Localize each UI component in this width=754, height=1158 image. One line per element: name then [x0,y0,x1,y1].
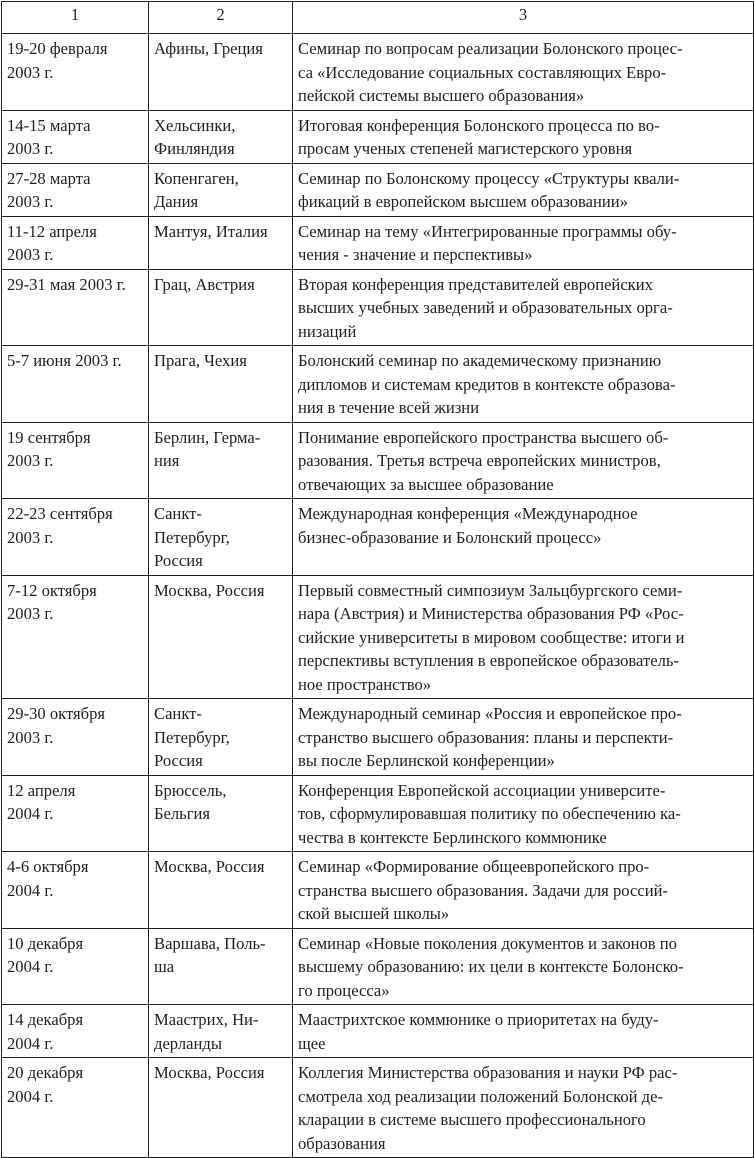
place-line: Петербург, [154,527,230,547]
place-line: Прага, Чехия [154,351,247,370]
description-line: Международная конференция «Международное [298,504,638,523]
description-line: высшему образованию: их цели в контексте Болонско- [298,957,684,976]
description-line: просам ученых степеней магистерского уровня [298,139,633,158]
date-line: 19 сентября [7,427,91,447]
date-line: 10 декабря [7,933,84,953]
date-line: 2003 г. [7,451,54,470]
date-cell [2,34,149,111]
date-line: 2003 г. [7,604,54,623]
place-cell [149,346,293,423]
place-line: Мантуя, Италия [154,221,268,241]
place-cell [149,163,293,216]
place-cell [149,110,293,163]
table-row [2,422,754,499]
date-cell [2,346,149,423]
place-cell [149,1058,293,1158]
description-line: низаций [298,321,357,341]
description-line: Семинар на тему «Интегрированные программы обу- [298,221,677,241]
date-line: 29-30 октября [7,704,106,723]
place-cell [149,34,293,111]
date-line: 2003 г. [7,727,54,747]
place-line: Москва, Россия [154,580,265,600]
description-cell [293,1005,754,1058]
date-line: 29-31 мая 2003 г. [7,274,126,294]
description-cell [293,928,754,1005]
description-line: Первый совместный симпозиум Зальцбургского семи- [298,580,683,600]
description-line: кларации в системе высшего профессионального [298,1110,646,1129]
description-line: Болонский семинар по академическому признанию [298,351,662,370]
place-line: Афины, Греция [154,39,263,58]
description-line: ской высшей школы» [298,904,450,923]
date-cell [2,775,149,852]
place-cell [149,1005,293,1058]
table-row [2,163,754,216]
description-cell [293,269,754,346]
date-cell [2,269,149,346]
table-row [2,852,754,929]
place-cell [149,775,293,852]
date-cell [2,575,149,699]
table-header [2,2,754,34]
date-cell [2,1058,149,1158]
description-line: го процесса» [298,980,390,1000]
date-line: 12 апреля [7,780,76,800]
place-line: ша [154,957,175,976]
description-line: Международный семинар «Россия и европейское про- [298,704,682,723]
description-line: вы после Берлинской конференции» [298,751,555,770]
description-cell [293,499,754,576]
description-line: бизнес-образование и Болонский процесс» [298,527,602,547]
column-header-1: 1 [2,2,149,34]
date-cell [2,928,149,1005]
place-line: дерланды [154,1033,223,1053]
table-row [2,1005,754,1058]
description-line: дипломов и системам кредитов в контексте образова- [298,374,676,394]
description-line: Понимание европейского пространства высшего об- [298,427,669,447]
place-line: Маастрих, Ни- [154,1010,259,1029]
description-line: Коллегия Министерства образования и науки РФ рас- [298,1063,678,1082]
place-line: Бельгия [154,804,211,823]
date-line: 22-23 сентября [7,504,113,523]
place-cell [149,928,293,1005]
description-line: Конференция Европейской ассоциации университе- [298,780,666,800]
description-cell [293,699,754,776]
place-cell [149,575,293,699]
description-line: Маастрихтское коммюнике о приоритетах на буду- [298,1010,659,1029]
table-row [2,216,754,269]
table-row [2,499,754,576]
table-row [2,269,754,346]
date-line: 2004 г. [7,880,54,900]
description-line: Семинар по Болонскому процессу «Структуры квали- [298,168,680,188]
description-cell [293,1058,754,1158]
table-row [2,775,754,852]
place-line: Дания [154,192,199,211]
table-row [2,928,754,1005]
description-cell [293,575,754,699]
date-cell [2,110,149,163]
place-cell [149,422,293,499]
place-cell [149,216,293,269]
place-cell [149,269,293,346]
place-line: ния [154,451,180,470]
date-line: 2003 г. [7,245,54,264]
description-line: странство высшего образования: планы и перспекти- [298,727,674,747]
place-line: Россия [154,751,203,770]
place-line: Финляндия [154,139,235,158]
place-cell [149,499,293,576]
place-line: Москва, Россия [154,1063,265,1082]
date-cell [2,163,149,216]
table-row [2,699,754,776]
description-line: разования. Третья встреча европейских министров, [298,451,661,470]
date-line: 11-12 апреля [7,221,97,241]
place-line: Брюссель, [154,780,227,800]
description-line: перспективы вступления в европейское образователь- [298,651,679,670]
date-line: 2003 г. [7,192,54,211]
description-line: ное пространство» [298,674,432,694]
place-line: Хельсинки, [154,115,236,135]
date-line: 4-6 октября [7,857,89,876]
description-line: ния в течение всей жизни [298,398,480,417]
description-cell [293,34,754,111]
date-line: 14-15 марта [7,115,91,135]
date-line: 7-12 октября [7,580,97,600]
date-line: 2003 г. [7,62,54,82]
header-row [2,2,754,34]
description-line: сийские университеты в мировом сообществе: итоги и [298,627,685,647]
date-line: 19-20 февраля [7,39,108,58]
description-line: образования [298,1133,386,1153]
place-line: Санкт- [154,504,202,523]
place-cell [149,699,293,776]
table-row [2,1058,754,1158]
description-line: са «Исследование социальных составляющих Евро- [298,62,667,82]
description-cell [293,422,754,499]
date-line: 27-28 марта [7,168,91,188]
date-cell [2,852,149,929]
date-line: 20 декабря [7,1063,84,1082]
description-cell [293,216,754,269]
date-line: 14 декабря [7,1010,84,1029]
date-cell [2,699,149,776]
table-row [2,346,754,423]
table-row [2,110,754,163]
description-line: странства высшего образования. Задачи для россий- [298,880,668,900]
column-header-2: 2 [149,2,293,34]
date-line: 2004 г. [7,1086,54,1106]
date-line: 2004 г. [7,957,54,976]
place-line: Санкт- [154,704,202,723]
description-line: нара (Австрия) и Министерства образования РФ «Рос- [298,604,684,623]
description-line: чества в контексте Берлинского коммюнике [298,827,607,847]
description-line: тов, сформулировавшая политику по обеспечению ка- [298,804,681,823]
description-line: Семинар «Формирование общеевропейского про- [298,857,650,876]
place-line: Грац, Австрия [154,274,255,294]
place-line: Берлин, Герма- [154,427,261,447]
date-line: 2003 г. [7,527,54,547]
description-cell [293,110,754,163]
place-cell [149,852,293,929]
table-body [2,34,754,1158]
date-line: 2004 г. [7,1033,54,1053]
place-line: Варшава, Поль- [154,933,266,953]
place-line: Москва, Россия [154,857,265,876]
description-line: щее [298,1033,326,1053]
description-line: высших учебных заведений и образовательных орга- [298,298,673,317]
description-cell [293,852,754,929]
place-line: Петербург, [154,727,230,747]
place-line: Россия [154,551,203,570]
date-cell [2,499,149,576]
description-line: фикаций в европейском высшем образовании» [298,192,628,211]
description-line: отвечающих за высшее образование [298,474,554,494]
description-line: чения - значение и перспективы» [298,245,533,264]
table-row [2,34,754,111]
description-cell [293,163,754,216]
date-line: 5-7 июня 2003 г. [7,351,122,370]
table-row [2,575,754,699]
column-header-3: 3 [293,2,754,34]
description-line: пейской системы высшего образования» [298,86,585,105]
date-line: 2004 г. [7,804,54,823]
events-table [1,1,754,1158]
date-cell [2,1005,149,1058]
description-cell [293,346,754,423]
description-line: смотрела ход реализации положений Болонской де- [298,1086,664,1106]
description-line: Семинар «Новые поколения документов и законов по [298,933,677,953]
description-line: Семинар по вопросам реализации Болонского процес- [298,39,683,58]
date-cell [2,216,149,269]
description-line: Итоговая конференция Болонского процесса по во- [298,115,660,135]
description-cell [293,775,754,852]
place-line: Копенгаген, [154,168,239,188]
date-line: 2003 г. [7,139,54,158]
date-cell [2,422,149,499]
description-line: Вторая конференция представителей европейских [298,274,653,294]
